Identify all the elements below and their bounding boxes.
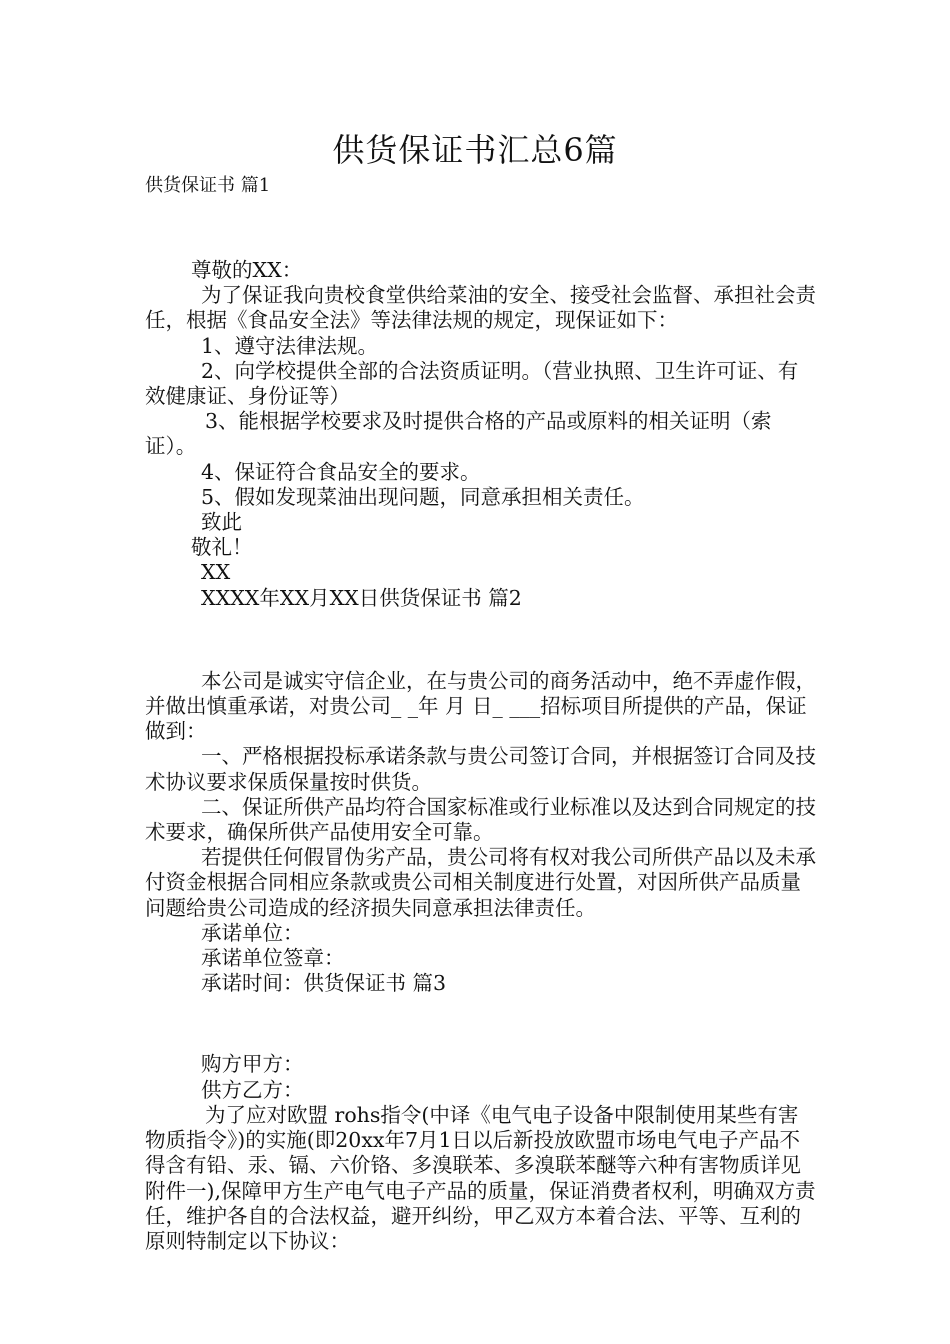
paragraph: 敬礼！ (191, 535, 253, 560)
spacer (145, 200, 817, 258)
paragraph: 二、保证所供产品均符合国家标准或行业标准以及达到合同规定的技术要求，确保所供产品使用安全可靠。 (145, 794, 816, 845)
paragraph: 承诺单位签章： (201, 946, 345, 971)
paragraph: 为了应对欧盟 rohs指令(中译《电气电子设备中限制使用某些有害物质指令》)的实施(即20xx年7月1日以后新投放欧盟市场电气电子产品不得含有铅、汞、镉、六价铬、多溴联苯、多溴联苯醚等六种有害物质详见附件一),保障甲方生产电气电子产品的质量，保证消费者权利，明确双方责任，维护各自的合法权益，避开纠纷，甲乙双方本着合法、平等、互利的原则特制定以下协议： (145, 1102, 816, 1253)
document-body (145, 172, 817, 1254)
paragraph: XX (201, 560, 231, 585)
paragraph: 购方甲方： (201, 1052, 304, 1077)
paragraph: 4、保证符合食品安全的要求。 (201, 459, 481, 484)
paragraph: 1、遵守法律法规。 (201, 333, 379, 358)
paragraph: 若提供任何假冒伪劣产品，贵公司将有权对我公司所供产品以及未承付资金根据合同相应条款或贵公司相关制度进行处置，对因所供产品质量问题给贵公司造成的经济损失同意承担法律责任。 (145, 845, 816, 920)
paragraph: 承诺单位： (201, 920, 304, 945)
paragraph: 供方乙方： (201, 1077, 304, 1102)
paragraph: 一、严格根据投标承诺条款与贵公司签订合同，并根据签订合同及技术协议要求保质保量按时供货。 (145, 744, 816, 794)
paragraph: 为了保证我向贵校食堂供给菜油的安全、接受社会监督、承担社会责任，根据《食品安全法》等法律法规的规定，现保证如下： (145, 283, 816, 333)
paragraph: XXXX年XX月XX日供货保证书 篇2 (201, 585, 522, 610)
paragraph: 承诺时间：供货保证书 篇3 (201, 971, 447, 996)
paragraph: 致此 (201, 510, 242, 535)
paragraph: 本公司是诚实守信企业，在与贵公司的商务活动中，绝不弄虚作假，并做出慎重承诺，对贵公司_ _年 月 日_ ___招标项目所提供的产品，保证做到： (145, 668, 816, 744)
paragraph: 2、向学校提供全部的合法资质证明。（营业执照、卫生许可证、有效健康证、身份证等） (145, 358, 799, 409)
paragraph: 5、假如发现菜油出现问题，同意承担相关责任。 (201, 484, 645, 509)
paragraph: 3、能根据学校要求及时提供合格的产品或原料的相关证明（索证）。 (145, 409, 772, 459)
document-title: 供货保证书汇总6篇 (332, 131, 618, 169)
section-heading: 供货保证书 篇1 (145, 175, 271, 196)
spacer (145, 996, 817, 1052)
spacer (145, 611, 817, 669)
paragraph: 尊敬的XX： (191, 258, 303, 282)
